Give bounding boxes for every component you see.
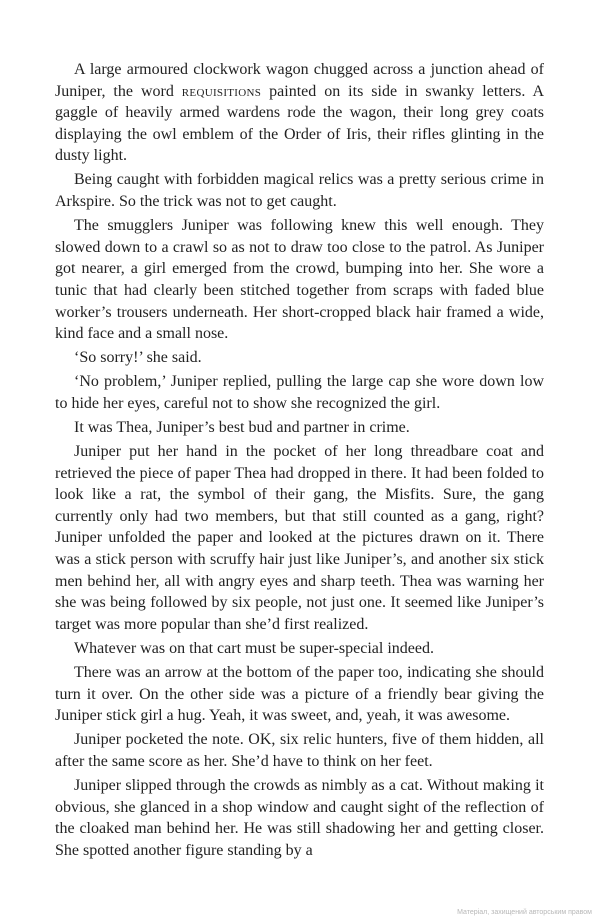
requisitions-word: requisitions — [181, 82, 262, 100]
paragraph: ‘So sorry!’ she said. — [74, 349, 202, 367]
paragraph-text: painted on its side in swanky letters. A gaggle of heavily armed wardens rode the wagon, their long grey coats displaying the owl emblem of the Order of Iris, their rifles glinting in the dusty light. — [55, 82, 545, 165]
paragraph: Juniper pocketed the note. OK, six relic hunters, five of them hidden, all after the same score as her. She’d have to think on her feet. — [55, 731, 544, 770]
paragraph: Being caught with forbidden magical relics was a pretty serious crime in Arkspire. So the trick was not to get caught. — [55, 171, 544, 211]
paragraph: ‘No problem,’ Juniper replied, pulling the large cap she wore down low to hide her eyes, careful not to show she recognized the girl. — [55, 373, 544, 412]
paragraph: There was an arrow at the bottom of the paper too, indicating she should turn it over. On the other side was a picture of a friendly bear giving the Juniper stick girl a hug. Yeah, it was sweet, and, yeah, it was awesome. — [55, 664, 544, 725]
paragraph — [55, 59, 544, 167]
paragraph: Juniper slipped through the crowds as nimbly as a cat. Without making it obvious, she glanced in a shop window and caught sight of the reflection of the cloaked man behind her. He was still shadowing her and getting closer. She spotted another figure standing by a — [55, 777, 544, 859]
copyright-watermark: Матеріал, захищений авторським правом — [457, 909, 592, 916]
book-page-text — [55, 59, 544, 864]
paragraph: Whatever was on that cart must be super-special indeed. — [74, 639, 434, 657]
paragraph-text: A large armoured clockwork wagon chugged across a junction ahead of Juniper, the word — [55, 61, 544, 100]
paragraph: Juniper put her hand in the pocket of her long threadbare coat and retrieved the piece of paper Thea had dropped in there. It had been folded to look like a rat, the symbol of their gang, the Misfits. Sure, the gang currently only had two members, but that still counted as a gang, right? Juniper unfolded the paper and looked at the pictures drawn on it. There was a stick person with scruffy hair just like Juniper’s, and another six stick men behind her, all with angry eyes and sharp teeth. Thea was warning her she was being followed by six people, not just one. It seemed like Juniper’s target was more popular than she’d first realized. — [55, 443, 544, 633]
paragraph: It was Thea, Juniper’s best bud and partner in crime. — [74, 419, 410, 436]
paragraph: The smugglers Juniper was following knew this well enough. They slowed down to a crawl so as not to draw too close to the patrol. As Juniper got nearer, a girl emerged from the crowd, bumping into her. She wore a tunic that had clearly been stitched together from scraps with faded blue worker’s trousers underneath. Her short-cropped black hair framed a wide, kind face and a small nose. — [55, 217, 544, 343]
